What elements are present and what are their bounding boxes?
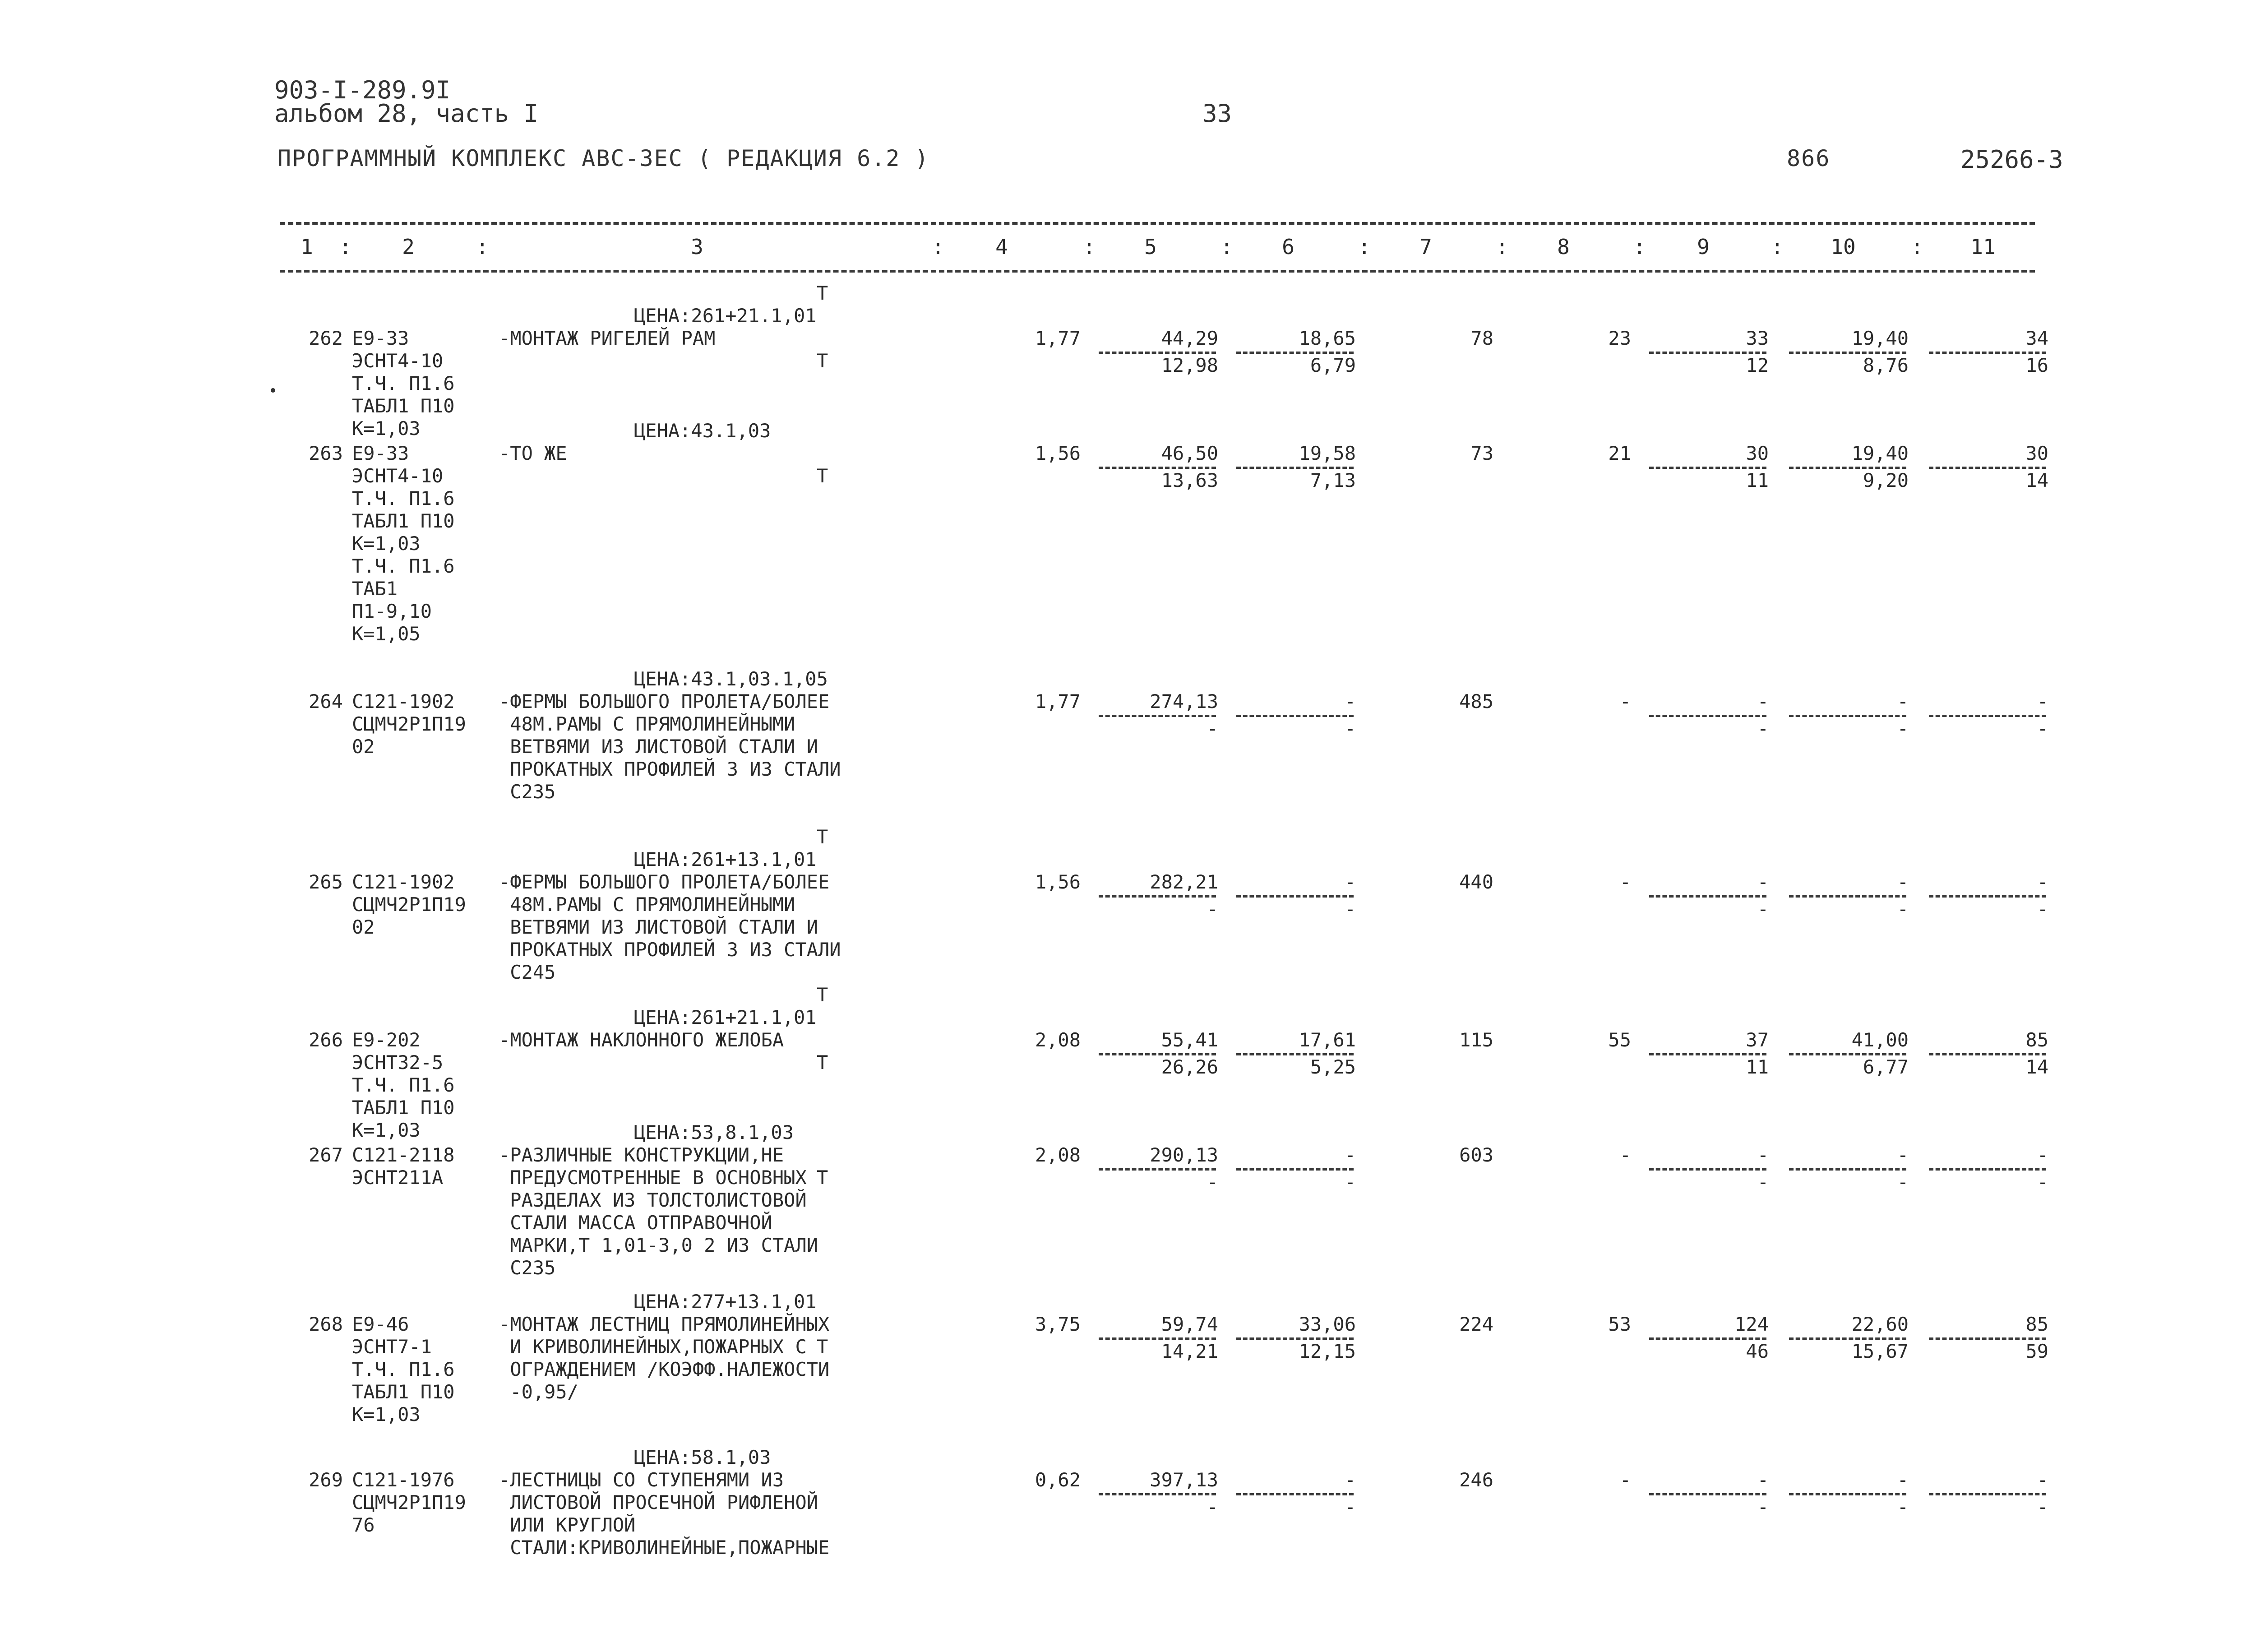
column-number: 7 [1419,235,1432,259]
value-c8: 21 [1608,442,1631,464]
resource-code: ЭСНТ211А [352,1166,444,1189]
work-description: ПРЕДУСМОТРЕННЫЕ В ОСНОВНЫХ [499,1166,807,1189]
value-c11: - [2037,871,2048,893]
value-c6: 33,06 [1299,1313,1356,1335]
value-c9: 30 [1746,442,1769,464]
value-c9: - [1757,871,1769,893]
document-number: 25266-3 [1960,145,2063,174]
resource-code: Т.Ч. П1.6 [352,555,455,577]
value-c10: 22,60 [1851,1313,1909,1335]
work-description: -ФЕРМЫ БОЛЬШОГО ПРОЛЕТА/БОЛЕЕ [499,690,830,713]
subtotal-rule [1099,1493,1216,1495]
work-description: -МОНТАЖ НАКЛОННОГО ЖЕЛОБА [499,1029,784,1051]
value-c11: 30 [2025,442,2048,464]
work-description: -0,95/ [499,1381,579,1403]
value-c9: - [1757,1144,1769,1166]
subtotal-rule [1236,895,1354,898]
code-866: 866 [1787,145,1831,171]
resource-code: Е9-33 [352,327,409,349]
subvalue-c9: - [1757,898,1769,920]
work-description: -РАЗЛИЧНЫЕ КОНСТРУКЦИИ,НЕ [499,1144,784,1166]
value-c5: 44,29 [1161,327,1218,349]
column-separator: : [339,235,352,259]
work-description: ВЕТВЯМИ ИЗ ЛИСТОВОЙ СТАЛИ И [499,916,818,938]
subtotal-rule [1649,1168,1766,1171]
resource-code: Т.Ч. П1.6 [352,1074,455,1096]
value-c9: - [1757,690,1769,713]
subtotal-rule [1929,715,2046,717]
column-number: 1 [300,235,313,259]
value-c6: 18,65 [1299,327,1356,349]
subvalue-c5: 26,26 [1161,1056,1218,1078]
subvalue-c6: 6,79 [1310,354,1356,376]
value-c8: - [1619,871,1631,893]
subvalue-c10: 8,76 [1863,354,1909,376]
work-description: 48М.РАМЫ С ПРЯМОЛИНЕЙНЫМИ [499,713,795,735]
value-c5: 55,41 [1161,1029,1218,1051]
work-description: С235 [499,781,556,803]
value-c5: 46,50 [1161,442,1218,464]
subtotal-rule [1099,895,1216,898]
subtotal-rule [1236,1053,1354,1055]
column-number: 5 [1144,235,1157,259]
value-c11: - [2037,1144,2048,1166]
work-description: 48М.РАМЫ С ПРЯМОЛИНЕЙНЫМИ [499,893,795,916]
t-marker: Т [817,826,828,848]
subvalue-c9: 11 [1746,469,1769,491]
price-line: ЦЕНА:277+13.1,01 [634,1291,817,1313]
column-separator: : [1633,235,1646,259]
subtotal-rule [1649,895,1766,898]
t-marker: Т [817,1336,828,1358]
work-description: -ФЕРМЫ БОЛЬШОГО ПРОЛЕТА/БОЛЕЕ [499,871,830,893]
subvalue-c5: - [1207,1171,1218,1193]
value-c9: - [1757,1469,1769,1491]
column-separator: : [1220,235,1233,259]
subvalue-c11: - [2037,1171,2048,1193]
price-line: ЦЕНА:58.1,03 [634,1446,771,1468]
resource-code: 76 [352,1514,375,1536]
subvalue-c5: 13,63 [1161,469,1218,491]
column-number: 2 [402,235,415,259]
value-c10: - [1897,871,1909,893]
subvalue-c9: 11 [1746,1056,1769,1078]
price-line: ЦЕНА:261+13.1,01 [634,848,817,870]
column-number: 9 [1697,235,1710,259]
value-c6: - [1344,871,1356,893]
subtotal-rule [1236,352,1354,354]
value-c10: - [1897,690,1909,713]
subvalue-c11: 14 [2025,469,2048,491]
subtotal-rule [1649,715,1766,717]
subvalue-c11: 14 [2025,1056,2048,1078]
resource-code: ЭСНТ7-1 [352,1336,432,1358]
resource-code: С121-1976 [352,1469,455,1491]
subvalue-c10: - [1897,1496,1909,1518]
resource-code: ЭСНТ4-10 [352,350,444,372]
resource-code: ЭСНТ4-10 [352,465,444,487]
subtotal-rule [1789,352,1906,354]
value-c7: 603 [1459,1144,1493,1166]
resource-code: СЦМЧ2Р1П19 [352,713,466,735]
subtotal-rule [1789,1053,1906,1055]
program-title: ПРОГРАММНЫЙ КОМПЛЕКС АВС-ЗЕС ( РЕДАКЦИЯ 6.2 ) [277,145,929,171]
value-c7: 246 [1459,1469,1493,1491]
column-number: 8 [1557,235,1570,259]
resource-code: П1-9,10 [352,600,432,622]
subtotal-rule [1789,1168,1906,1171]
subtotal-rule [1649,1493,1766,1495]
value-c4: 1,77 [1035,690,1081,713]
subtotal-rule [1099,715,1216,717]
subtotal-rule [1929,467,2046,469]
subvalue-c9: 46 [1746,1340,1769,1362]
subvalue-c9: 12 [1746,354,1769,376]
value-c10: - [1897,1469,1909,1491]
value-c8: - [1619,1144,1631,1166]
value-c7: 78 [1470,327,1493,349]
column-separator: : [1771,235,1784,259]
resource-code: К=1,03 [352,417,421,440]
value-c10: 19,40 [1851,442,1909,464]
document-page: 903-I-289.9I альбом 28, часть I 33 ПРОГРАММНЫЙ КОМПЛЕКС АВС-ЗЕС ( РЕДАКЦИЯ 6.2 ) 866 25266-3 1 2 3 4 5 6 7 8 9 10 11 : : : : : : : : : : Т ЦЕНА:261+21.1,01 262 Е9-33 ЭСНТ4-10 Т.Ч. П1.6 ТАБЛ1 П10 К=1,03 -МОНТАЖ РИГЕЛЕЙ РАМ Т 1,77 44,29 18,65 78 23 33 19,40 34 12,98 6,79 12 8,76 16 ЦЕНА:43.1,03 263 Е9-33 ЭСНТ4-10 Т.Ч. П1.6 ТАБЛ1 П10 К=1,03 Т.Ч. П1.6 ТАБ1 П1-9,10 К=1,05 -ТО ЖЕ Т 1,56 46,50 19,58 73 21 30 19,40 30 13,63 7,13 11 9,20 14 ЦЕНА:43.1,03.1,05 264 С121-1902 СЦМЧ2Р1П19 02 -ФЕРМЫ БОЛЬШОГО ПРОЛЕТА/БОЛЕЕ 48М.РАМЫ С ПРЯМОЛИНЕЙНЫМИ ВЕТВЯМИ ИЗ ЛИСТОВОЙ СТАЛИ И ПРОКАТНЫХ ПРОФИЛЕЙ 3 ИЗ СТАЛИ С235 1,77 274,13 - 485 - - - - - - - - - Т ЦЕНА:261+13.1,01 265 С121-1902 СЦМЧ2Р1П19 02 -ФЕРМЫ БОЛЬШОГО ПРОЛЕТА/БОЛЕЕ 48М.РАМЫ С ПРЯМОЛИНЕЙНЫМИ ВЕТВЯМИ ИЗ ЛИСТОВОЙ СТАЛИ И ПРОКАТНЫХ ПРОФИЛЕЙ 3 ИЗ СТАЛИ С245 1,56 282,21 - 440 - - - - - - - - - Т ЦЕНА:261+21.1,01 266 Е9-202 ЭСНТ32-5 Т.Ч. П1.6 ТАБЛ1 П10 К=1,03 -МОНТАЖ НАКЛОННОГО ЖЕЛОБА Т 2,08 55,41 17,61 115 55 37 41,00 85 26,26 5,25 11 6,77 14 ЦЕНА:53,8.1,03 267 С121-2118 ЭСНТ211А -РАЗЛИЧНЫЕ КОНСТРУКЦИИ,НЕ ПРЕДУСМОТРЕННЫЕ В ОСНОВНЫХ РАЗДЕЛАХ ИЗ ТОЛСТОЛИСТОВОЙ СТАЛИ МАССА ОТПРАВОЧНОЙ МАРКИ,Т 1,01-3,0 2 ИЗ СТАЛИ С235 Т 2,08 290,13 - 603 - - - - - - - - - ЦЕНА:277+13.1,01 268 Е9-46 ЭСНТ7-1 Т.Ч. П1.6 ТАБЛ1 П10 К=1,03 -МОНТАЖ ЛЕСТНИЦ ПРЯМОЛИНЕЙНЫХ И КРИВОЛИНЕЙНЫХ,ПОЖАРНЫХ С ОГРАЖДЕНИЕМ /КОЭФФ.НАЛЕЖОСТИ -0,95/ Т 3,75 59,74 33,06 224 53 124 22,60 85 14,21 12,15 46 15,67 59 ЦЕНА:58.1,03 269 С121-1976 СЦМЧ2Р1П19 76 -ЛЕСТНИЦЫ СО СТУПЕНЯМИ ИЗ ЛИСТОВОЙ ПРОСЕЧНОЙ РИФЛЕНОЙ ИЛИ КРУГЛОЙ СТАЛИ:КРИВОЛИНЕЙНЫЕ,ПОЖАРНЫЕ 0,62 397,13 - 246 - - - - - - - - - [0,0,2256,1652]
resource-code: ТАБЛ1 П10 [352,1381,455,1403]
subvalue-c6: - [1344,717,1356,740]
subvalue-c6: - [1344,1496,1356,1518]
value-c11: 34 [2025,327,2048,349]
resource-code: ТАБЛ1 П10 [352,1097,455,1119]
t-marker: Т [817,984,828,1006]
price-line: ЦЕНА:261+21.1,01 [634,305,817,327]
value-c8: 53 [1608,1313,1631,1335]
value-c10: 41,00 [1851,1029,1909,1051]
subvalue-c5: - [1207,1496,1218,1518]
column-separator: : [476,235,489,259]
work-description: И КРИВОЛИНЕЙНЫХ,ПОЖАРНЫХ С [499,1336,807,1358]
subtotal-rule [1236,1337,1354,1340]
subtotal-rule [1649,467,1766,469]
t-marker: Т [817,465,828,487]
subvalue-c11: 16 [2025,354,2048,376]
work-description: ОГРАЖДЕНИЕМ /КОЭФФ.НАЛЕЖОСТИ [499,1358,830,1380]
subtotal-rule [1236,467,1354,469]
resource-code: К=1,03 [352,532,421,555]
subtotal-rule [1789,467,1906,469]
value-c9: 37 [1746,1029,1769,1051]
work-description: -МОНТАЖ ЛЕСТНИЦ ПРЯМОЛИНЕЙНЫХ [499,1313,830,1335]
t-marker: Т [817,282,828,304]
value-c4: 2,08 [1035,1144,1081,1166]
value-c6: - [1344,690,1356,713]
column-separator: : [932,235,944,259]
value-c7: 115 [1459,1029,1493,1051]
value-c4: 0,62 [1035,1469,1081,1491]
subvalue-c10: - [1897,1171,1909,1193]
value-c5: 274,13 [1150,690,1218,713]
value-c11: - [2037,690,2048,713]
subvalue-c10: - [1897,717,1909,740]
subvalue-c10: - [1897,898,1909,920]
subtotal-rule [1929,1493,2046,1495]
subtotal-rule [1649,1053,1766,1055]
work-description: -ЛЕСТНИЦЫ СО СТУПЕНЯМИ ИЗ [499,1469,784,1491]
value-c9: 33 [1746,327,1769,349]
subtotal-rule [1929,895,2046,898]
subtotal-rule [1236,715,1354,717]
resource-code: С121-2118 [352,1144,455,1166]
subvalue-c5: - [1207,717,1218,740]
resource-code: СЦМЧ2Р1П19 [352,893,466,916]
subvalue-c11: - [2037,898,2048,920]
subvalue-c6: 5,25 [1310,1056,1356,1078]
subvalue-c9: - [1757,1171,1769,1193]
subtotal-rule [1929,1053,2046,1055]
resource-code: С121-1902 [352,871,455,893]
subvalue-c5: 12,98 [1161,354,1218,376]
resource-code: Т.Ч. П1.6 [352,487,455,509]
value-c8: 23 [1608,327,1631,349]
subvalue-c11: - [2037,1496,2048,1518]
subtotal-rule [1099,1053,1216,1055]
value-c10: - [1897,1144,1909,1166]
t-marker: Т [817,1166,828,1189]
subtotal-rule [1789,1337,1906,1340]
resource-code: ТАБЛ1 П10 [352,395,455,417]
subtotal-rule [1099,467,1216,469]
resource-code: ТАБЛ1 П10 [352,510,455,532]
column-separator: : [1083,235,1096,259]
value-c6: - [1344,1469,1356,1491]
work-description: -МОНТАЖ РИГЕЛЕЙ РАМ [499,327,716,349]
doc-code: 903-I-289.9I [274,76,451,104]
subvalue-c6: 7,13 [1310,469,1356,491]
value-c11: 85 [2025,1029,2048,1051]
resource-code: ЭСНТ32-5 [352,1051,444,1074]
subtotal-rule [1789,715,1906,717]
column-number: 4 [995,235,1008,259]
column-separator: : [1358,235,1371,259]
work-description: С235 [499,1257,556,1279]
subvalue-c11: - [2037,717,2048,740]
subtotal-rule [1236,1168,1354,1171]
price-line: ЦЕНА:43.1,03 [634,420,771,442]
value-c5: 282,21 [1150,871,1218,893]
resource-code: 02 [352,916,375,938]
value-c5: 290,13 [1150,1144,1218,1166]
subtotal-rule [1789,1493,1906,1495]
work-description: С245 [499,961,556,983]
table-top-rule [280,222,2035,225]
subvalue-c10: 15,67 [1851,1340,1909,1362]
value-c4: 3,75 [1035,1313,1081,1335]
value-c9: 124 [1734,1313,1769,1335]
resource-code: 02 [352,736,375,758]
subtotal-rule [1789,895,1906,898]
value-c4: 1,77 [1035,327,1081,349]
subtotal-rule [1099,352,1216,354]
value-c11: 85 [2025,1313,2048,1335]
price-line: ЦЕНА:43.1,03.1,05 [634,668,828,690]
column-separator: : [1496,235,1508,259]
subvalue-c10: 6,77 [1863,1056,1909,1078]
work-description: ПРОКАТНЫХ ПРОФИЛЕЙ 3 ИЗ СТАЛИ [499,758,841,780]
value-c10: 19,40 [1851,327,1909,349]
value-c6: 17,61 [1299,1029,1356,1051]
value-c6: - [1344,1144,1356,1166]
subtotal-rule [1929,1168,2046,1171]
work-description: МАРКИ,Т 1,01-3,0 2 ИЗ СТАЛИ [499,1234,818,1256]
column-separator: : [1911,235,1923,259]
subvalue-c9: - [1757,717,1769,740]
value-c6: 19,58 [1299,442,1356,464]
value-c5: 397,13 [1150,1469,1218,1491]
price-line: ЦЕНА:261+21.1,01 [634,1006,817,1028]
resource-code: ТАБ1 [352,578,398,600]
resource-code: Е9-33 [352,442,409,464]
margin-dot [271,388,275,393]
column-number: 10 [1831,235,1856,259]
resource-code: Т.Ч. П1.6 [352,372,455,394]
resource-code: С121-1902 [352,690,455,713]
table-header-rule [280,270,2035,273]
column-number: 6 [1282,235,1294,259]
resource-code: Е9-202 [352,1029,421,1051]
work-description: СТАЛИ:КРИВОЛИНЕЙНЫЕ,ПОЖАРНЫЕ [499,1536,830,1559]
subvalue-c11: 59 [2025,1340,2048,1362]
work-description: -ТО ЖЕ [499,442,567,464]
value-c7: 73 [1470,442,1493,464]
value-c7: 224 [1459,1313,1493,1335]
column-number: 11 [1970,235,1996,259]
work-description: ПРОКАТНЫХ ПРОФИЛЕЙ 3 ИЗ СТАЛИ [499,939,841,961]
subvalue-c10: 9,20 [1863,469,1909,491]
subtotal-rule [1929,352,2046,354]
subtotal-rule [1236,1493,1354,1495]
subtotal-rule [1099,1337,1216,1340]
price-line: ЦЕНА:53,8.1,03 [634,1121,794,1143]
resource-code: К=1,05 [352,623,421,645]
value-c4: 1,56 [1035,871,1081,893]
resource-code: К=1,03 [352,1119,421,1141]
work-description: ИЛИ КРУГЛОЙ [499,1514,636,1536]
subtotal-rule [1099,1168,1216,1171]
value-c7: 485 [1459,690,1493,713]
value-c5: 59,74 [1161,1313,1218,1335]
value-c11: - [2037,1469,2048,1491]
subvalue-c5: 14,21 [1161,1340,1218,1362]
page-number: 33 [1202,99,1232,128]
work-description: ЛИСТОВОЙ ПРОСЕЧНОЙ РИФЛЕНОЙ [499,1491,818,1513]
subvalue-c6: 12,15 [1299,1340,1356,1362]
resource-code: Т.Ч. П1.6 [352,1358,455,1380]
album-label: альбом 28, часть I [274,99,539,128]
subvalue-c5: - [1207,898,1218,920]
resource-code: Е9-46 [352,1313,409,1335]
t-marker: Т [817,350,828,372]
t-marker: Т [817,1051,828,1074]
column-number: 3 [691,235,703,259]
subtotal-rule [1649,1337,1766,1340]
value-c8: - [1619,690,1631,713]
subtotal-rule [1929,1337,2046,1340]
value-c8: 55 [1608,1029,1631,1051]
subvalue-c6: - [1344,898,1356,920]
work-description: РАЗДЕЛАХ ИЗ ТОЛСТОЛИСТОВОЙ [499,1189,807,1211]
resource-code: К=1,03 [352,1403,421,1425]
value-c4: 1,56 [1035,442,1081,464]
value-c8: - [1619,1469,1631,1491]
subtotal-rule [1649,352,1766,354]
value-c4: 2,08 [1035,1029,1081,1051]
work-description: ВЕТВЯМИ ИЗ ЛИСТОВОЙ СТАЛИ И [499,736,818,758]
value-c7: 440 [1459,871,1493,893]
subvalue-c6: - [1344,1171,1356,1193]
work-description: СТАЛИ МАССА ОТПРАВОЧНОЙ [499,1212,772,1234]
resource-code: СЦМЧ2Р1П19 [352,1491,466,1513]
subvalue-c9: - [1757,1496,1769,1518]
